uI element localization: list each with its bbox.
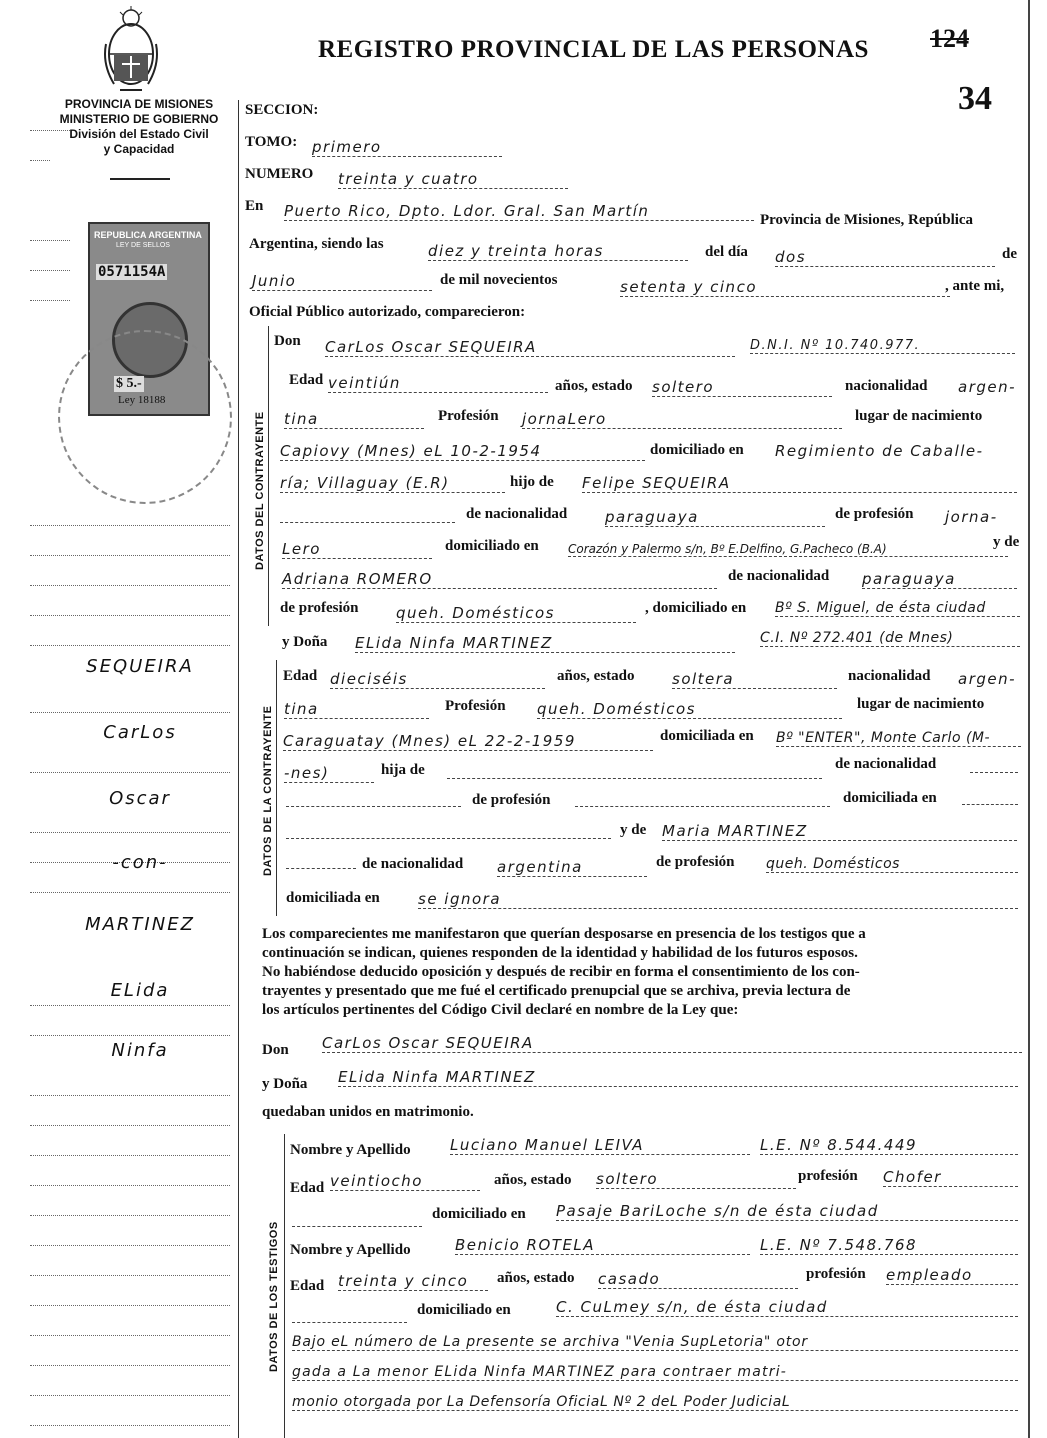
groom-father-prof-label: de profesión [835,506,914,522]
declaration-line3: No habiéndose deducido oposición y después de recibir en forma el consentimiento de los con- [262,964,860,980]
province-text: Provincia de Misiones, República [760,212,974,228]
stamp-serial: 0571154A [98,264,166,280]
w2-prof-label: profesión [806,1266,866,1282]
margin-name-surname-groom: SEQUEIRA [86,656,194,677]
bride-section-rule [276,660,277,916]
w2-name: Benicio ROTELA [455,1236,750,1255]
margin-name-first-bride: ELida [110,980,170,1001]
groom-father-dom-label: domiciliado en [445,538,539,554]
margin-name-first-groom: CarLos [103,722,177,743]
en-label: En [245,198,264,214]
groom-birth-label: lugar de nacimiento [855,408,983,424]
w2-edad-label: Edad [290,1278,325,1294]
bride-father-line [447,778,822,779]
witness-section-rule [284,1134,285,1438]
bride-y-de: y de [620,822,647,838]
seccion-label: SECCION: [245,102,319,118]
decl-bride-name: ELida Ninfa MARTINEZ [338,1068,1018,1087]
bride-hija-label: hija de [381,762,425,778]
bride-birth-label: lugar de nacimiento [857,696,985,712]
bride-status: soltera [672,670,837,689]
place-value: Puerto Rico, Dpto. Ldor. Gral. San Martín [284,202,754,221]
groom-address-b: ría; Villaguay (E.R) [280,474,505,493]
bride-father-prof-label: de profesión [472,792,551,808]
bride-mother-dom-label: domiciliada en [286,890,380,906]
decl-closing: quedaban unidos en matrimonio. [262,1104,474,1120]
groom-name: CarLos Oscar SEQUEIRA [325,338,735,357]
bride-birthplace: Caraguatay (Mnes) eL 22-2-1959 [283,732,653,751]
w2-dom-label: domiciliado en [417,1302,511,1318]
groom-father-cont-line [280,522,455,523]
margin-name-second-groom: Oscar [109,788,171,809]
w2-profession: empleado [886,1266,1018,1285]
official-seal-stamp [58,330,232,504]
w2-name-label: Nombre y Apellido [290,1242,411,1258]
w1-name: Luciano Manuel LEIVA [450,1136,750,1155]
bride-dona-label: y Doña [282,634,328,650]
w1-address: Pasaje BariLoche s/n de ésta ciudad [556,1202,1018,1221]
bride-address-b: -nes) [284,764,374,783]
groom-mother-nationality: paraguaya [862,570,1017,589]
bride-name: ELida Ninfa MARTINEZ [355,634,735,653]
margin-name-con: -con- [112,852,168,873]
groom-mother-dom-label: , domiciliado en [645,600,747,616]
stamp-value: $ 5.- [116,376,142,391]
bride-address-a: Bº "ENTER", Monte Carlo (M- [776,730,1021,747]
w1-prof-label: profesión [798,1168,858,1184]
tomo-value: primero [312,138,502,157]
bride-mother-nac-label: de nacionalidad [362,856,464,872]
bride-father-dom-label: domiciliada en [843,790,937,806]
groom-father-profession-b: Lero [282,540,432,559]
w1-dom-label: domiciliado en [432,1206,526,1222]
bride-father-prof-line [575,806,830,807]
w2-doc: L.E. Nº 7.548.768 [760,1236,1018,1255]
hour-value: diez y treinta horas [428,242,688,261]
declaration-line1: Los comparecientes me manifestaron que querían desposarse en presencia de los testigos que a [262,926,866,942]
groom-father-nac-label: de nacionalidad [466,506,568,522]
w1-edad-label: Edad [290,1180,325,1196]
bride-father-nac-label: de nacionalidad [835,756,937,772]
groom-father-address: Corazón y Palermo s/n, Bº E.Delfino, G.Pacheco (B.A) [568,542,1008,557]
bride-nationality-a: argen- [958,670,1017,688]
bride-mother-prof-label: de profesión [656,854,735,870]
declaration-line5: los artículos pertinentes del Código Civil declaré en nombre de la Ley que: [262,1002,739,1018]
bride-nac-label: nacionalidad [848,668,931,684]
bride-father-cont-line [286,806,461,807]
bride-mother-nationality: argentina [497,858,647,877]
w2-dom-prefix-line [292,1322,407,1323]
bride-profession: queh. Domésticos [537,700,842,719]
groom-age: veintiún [328,374,548,393]
groom-doc: D.N.I. Nº 10.740.977. [750,338,1015,354]
groom-hijo-label: hijo de [510,474,554,490]
province-name: PROVINCIA DE MISIONES [64,97,214,111]
groom-anos-label: años, estado [555,378,633,394]
groom-prof-label: Profesión [438,408,499,424]
groom-mother-nac-label: de nacionalidad [728,568,830,584]
bride-nationality-b: tina [284,700,429,719]
main-column-rule [238,100,239,1438]
bride-doc: C.I. Nº 272.401 (de Mnes) [760,630,1020,647]
line3-b: , ante mi, [945,278,1005,294]
groom-father-nationality: paraguaya [605,508,825,527]
bride-mother-address: se ignora [418,890,1018,909]
w1-name-label: Nombre y Apellido [290,1142,411,1158]
tomo-label: TOMO: [245,134,298,150]
bride-mother-profession: queh. Domésticos [766,856,1018,873]
bride-edad-label: Edad [283,668,318,684]
groom-side-label: DATOS DEL CONTRAYENTE [254,411,266,570]
month-value: Junio [252,272,432,291]
line3-a: de mil novecientos [440,272,558,288]
groom-father-profession-a: jorna- [945,508,998,526]
groom-y-de: y de [993,534,1020,550]
groom-dom-label: domiciliado en [650,442,744,458]
stamp-law: LEY DE SELLOS [116,242,170,249]
ministry-block [44,97,234,157]
groom-nationality-b: tina [284,410,424,429]
bride-dom-label: domiciliada en [660,728,754,744]
groom-status: soltero [652,378,832,397]
document-title: REGISTRO PROVINCIAL DE LAS PERSONAS [318,36,869,63]
groom-mother-address: Bº S. Miguel, de ésta ciudad [775,600,1020,617]
decl-groom-name: CarLos Oscar SEQUEIRA [322,1034,1022,1053]
bride-father-dom-line [962,804,1018,805]
w2-anos-label: años, estado [497,1270,575,1286]
declaration-line2: continuación se indican, quienes responden de la identidad y habilidad de los futuros esposos. [262,945,858,961]
bride-anos-label: años, estado [557,668,635,684]
groom-address-a: Regimiento de Caballe- [775,442,984,460]
w1-profession: Chofer [883,1168,1018,1187]
groom-mother: Adriana ROMERO [282,570,717,589]
bride-side-label: DATOS DE LA CONTRAYENTE [262,705,274,876]
coat-of-arms-icon [100,4,162,92]
bride-mother-cont-line [286,868,356,869]
day-value: dos [775,248,995,267]
crossed-page-number [930,24,969,54]
decl-don-label: Don [262,1042,289,1058]
bride-father-nac-line [970,772,1018,773]
stamp-law-ref: Ley 18188 [118,394,166,406]
bride-father-addr-line [286,838,611,839]
w2-status: casado [598,1270,798,1289]
groom-birthplace: Capiovy (Mnes) eL 10-2-1954 [280,442,645,461]
note-line1: Bajo eL número de La presente se archiva "Venia SupLetoria" otor [292,1334,1018,1351]
groom-nationality-a: argen- [958,378,1017,396]
groom-section-rule [268,326,269,626]
groom-nac-label: nacionalidad [845,378,928,394]
w1-doc: L.E. Nº 8.544.449 [760,1136,1018,1155]
bride-age: dieciséis [330,670,545,689]
bride-mother: Maria MARTINEZ [662,822,1017,841]
bride-prof-label: Profesión [445,698,506,714]
page-number: 34 [958,80,992,117]
groom-profession: jornaLero [522,410,842,429]
w1-dom-prefix-line [292,1226,422,1227]
note-line2: gada a La menor ELida Ninfa MARTINEZ para contraer matri- [292,1364,1018,1381]
groom-edad-label: Edad [289,372,324,388]
division-name: División del Estado Civil [69,127,209,141]
year-value: setenta y cinco [620,278,950,297]
ministry-underline [110,178,170,180]
capacity-name: y Capacidad [103,142,175,156]
witness-side-label: DATOS DE LOS TESTIGOS [268,1221,280,1372]
groom-mother-prof-label: de profesión [280,600,359,616]
w1-status: soltero [596,1170,796,1189]
groom-father: Felipe SEQUEIRA [582,474,1017,493]
right-edge-rule [1028,0,1030,1438]
groom-don-label: Don [274,333,301,349]
declaration-line4: trayentes y presentado que me fué el certificado prenupcial que se archiva, previa lectura de [262,983,851,999]
w2-age: treinta y cinco [338,1272,488,1291]
groom-mother-profession: queh. Domésticos [396,604,636,623]
numero-value: treinta y cuatro [338,170,568,189]
w1-anos-label: años, estado [494,1172,572,1188]
line2-a: Argentina, siendo las [249,236,384,252]
decl-dona-label: y Doña [262,1076,308,1092]
line4: Oficial Público autorizado, comparecieron: [249,304,526,320]
margin-name-surname-bride: MARTINEZ [85,914,195,935]
margin-name-second-bride: Ninfa [111,1040,169,1061]
de1-label: de [1002,246,1017,262]
note-line3: monio otorgada por La Defensoría OficiaL Nº 2 deL Poder JudiciaL [292,1394,1018,1411]
w1-age: veintiocho [330,1172,480,1191]
crossed-number-text: 124 [930,24,969,53]
numero-label: NUMERO [245,166,314,182]
ministry-name: MINISTERIO DE GOBIERNO [59,112,219,126]
w2-address: C. CuLmey s/n, de ésta ciudad [556,1298,1018,1317]
line2-b: del día [705,244,748,260]
stamp-country: REPUBLICA ARGENTINA [94,230,202,240]
